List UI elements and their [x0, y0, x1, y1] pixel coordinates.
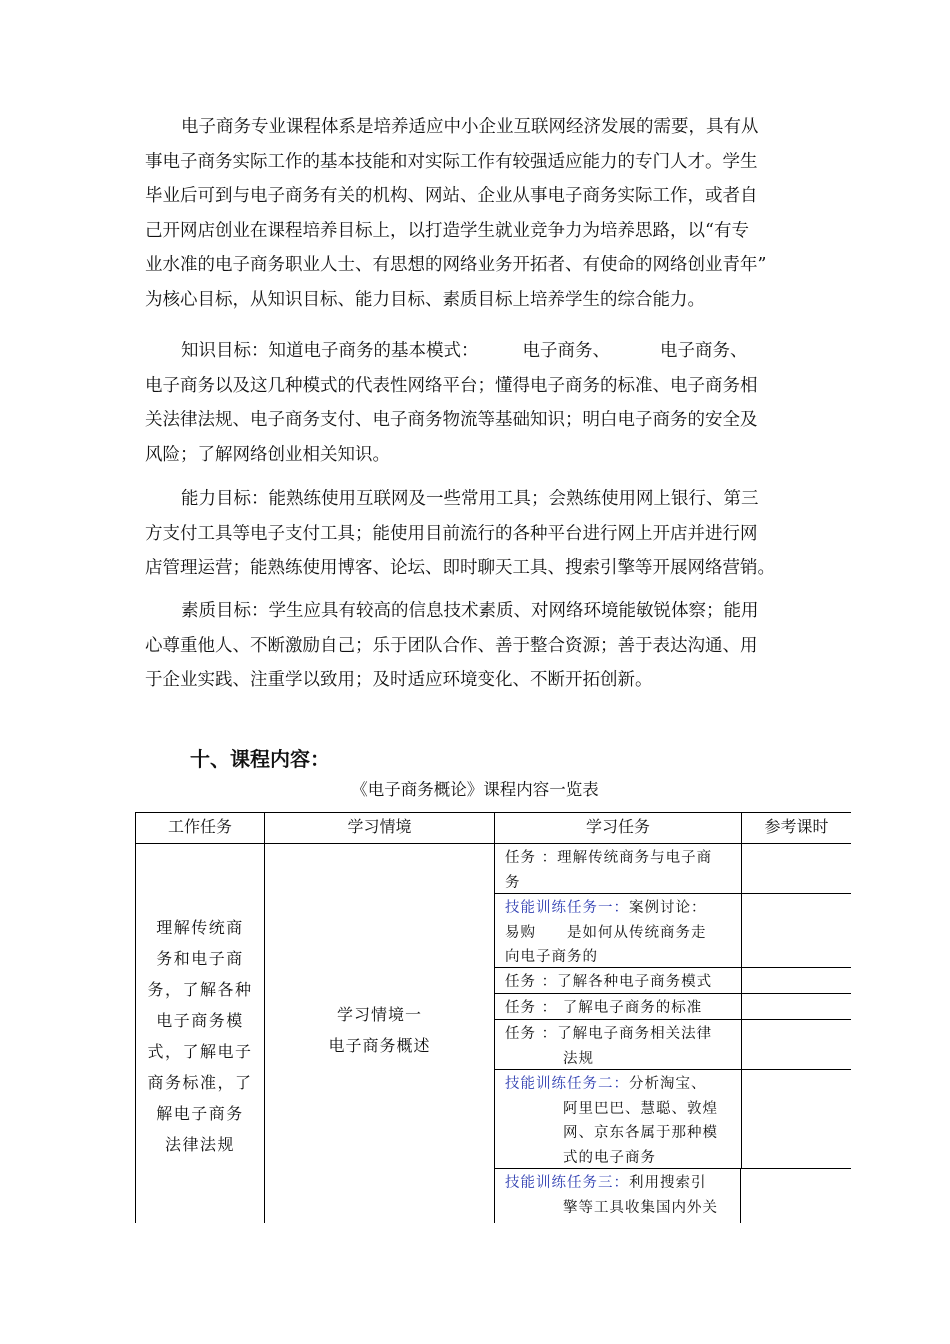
- hours-cell: [741, 843, 851, 893]
- text-fragment: 分析淘宝、: [629, 1076, 707, 1092]
- text-line: 电子商务以及这几种模式的代表性网络平台；懂得电子商务的标准、电子商务相: [145, 375, 758, 396]
- text-line: 关法律法规、电子商务支付、电子商务物流等基础知识；明白电子商务的安全及: [145, 410, 758, 430]
- text-line: 任务 ： 了解电子商务的标准: [505, 1000, 703, 1016]
- task-row: [494, 893, 741, 967]
- task-row: [494, 1168, 741, 1223]
- text-line: 务和电子商: [156, 949, 244, 968]
- header-learning-task: 学习任务: [494, 812, 741, 843]
- text-line: 任务 ：了解电子商务相关法律: [505, 1026, 713, 1042]
- intro-paragraph: [145, 110, 807, 317]
- text-line: 任务 ：了解各种电子商务模式: [505, 974, 713, 990]
- text-line: 商务标准，了: [147, 1073, 253, 1092]
- text-line: [505, 896, 733, 921]
- text-line: [505, 1171, 732, 1196]
- text-line: 务，了解各种: [147, 980, 253, 999]
- task-row: [494, 1069, 741, 1168]
- header-work-task: 工作任务: [135, 812, 264, 843]
- task-row: [494, 1019, 741, 1069]
- skill-task-label: 技能训练任务一：: [505, 900, 629, 916]
- skill-task-label: 技能训练任务三：: [505, 1175, 629, 1191]
- work-task-cell: [135, 843, 264, 1223]
- hours-cell: [741, 893, 851, 967]
- text-line: 素质目标：学生应具有较高的信息技术素质、对网络环境能敏锐体察；能用: [181, 601, 759, 621]
- knowledge-goal-paragraph: [145, 334, 807, 472]
- task-row: [494, 843, 741, 893]
- text-line: 法律法规: [164, 1135, 235, 1154]
- text-line: 毕业后可到与电子商务有关的机构、网站、企业从事电子商务实际工作，或者自: [145, 186, 758, 206]
- text-line: 网、京东各属于那种模: [563, 1125, 718, 1141]
- hours-cell: [741, 993, 851, 1019]
- text-line: 向电子商务的: [505, 949, 598, 965]
- situation-cell: [264, 843, 494, 1223]
- text-fragment: 知识目标：知道电子商务的基本模式：: [181, 341, 479, 361]
- text-line: 擎等工具收集国内外关: [563, 1199, 718, 1216]
- text-line: 为核心目标，从知识目标、能力目标、素质目标上培养学生的综合能力。: [145, 289, 705, 310]
- header-learning-situation: 学习情境: [264, 812, 494, 843]
- text-line: 己开网店创业在课程培养目标上，以打造学生就业竞争力为培养思路，以“有专: [145, 220, 749, 241]
- text-line: 事电子商务实际工作的基本技能和对实际工作有较强适应能力的专门人才。学生: [145, 151, 758, 172]
- section-heading: 十、课程内容：: [190, 747, 330, 771]
- hours-cell: [741, 1069, 851, 1168]
- text-line: 解电子商务: [156, 1104, 244, 1123]
- hours-cell: [741, 1168, 851, 1223]
- text-line: 易购 是如何从传统商务走: [505, 924, 707, 941]
- task-row: [494, 967, 741, 993]
- text-line: [505, 1072, 733, 1097]
- text-fragment: 电子商务、: [660, 341, 748, 361]
- text-line: 于企业实践、注重学以致用；及时适应环境变化、不断开拓创新。: [145, 670, 653, 690]
- text-fragment: 电子商务、: [522, 341, 610, 361]
- text-line: 心尊重他人、不断激励自己；乐于团队合作、善于整合资源；善于表达沟通、用: [145, 635, 758, 656]
- text-line: 式，了解电子: [147, 1042, 253, 1061]
- header-reference-hours: 参考课时: [741, 812, 851, 843]
- text-line: 电子商务模: [156, 1011, 244, 1030]
- text-line: 电子商务专业课程体系是培养适应中小企业互联网经济发展的需要，具有从: [181, 117, 759, 137]
- quality-goal-paragraph: [145, 594, 807, 698]
- text-line: 方支付工具等电子支付工具；能使用目前流行的各种平台进行网上开店并进行网: [145, 523, 758, 544]
- text-fragment: 利用搜索引: [629, 1175, 707, 1191]
- text-line: 务: [505, 874, 521, 891]
- hours-cell: [741, 967, 851, 993]
- work-task-text: [136, 844, 264, 1160]
- table-caption: 《电子商务概论》课程内容一览表: [351, 780, 599, 799]
- skill-task-label: 技能训练任务二：: [505, 1076, 629, 1092]
- text-line: 式的电子商务: [563, 1149, 656, 1166]
- text-line: 法规: [563, 1050, 594, 1067]
- text-line: 任务 ：理解传统商务与电子商: [505, 850, 713, 866]
- text-line: 学习情境一: [336, 1005, 422, 1024]
- text-line: 业水准的电子商务职业人士、有思想的网络业务开拓者、有使命的网络创业青年”: [145, 255, 767, 275]
- hours-cell: [741, 1019, 851, 1069]
- ability-goal-paragraph: [145, 482, 807, 586]
- text-line: 风险；了解网络创业相关知识。: [145, 444, 390, 465]
- text-line: 店管理运营；能熟练使用博客、论坛、即时聊天工具、搜索引擎等开展网络营销。: [145, 558, 775, 578]
- text-line: [145, 334, 807, 369]
- text-fragment: 案例讨论：: [629, 900, 707, 916]
- situation-text: [265, 844, 494, 1061]
- text-line: 能力目标：能熟练使用互联网及一些常用工具；会熟练使用网上银行、第三: [181, 489, 759, 509]
- text-line: 理解传统商: [156, 918, 244, 937]
- task-row: [494, 993, 741, 1019]
- text-line: 电子商务概述: [328, 1036, 431, 1055]
- text-line: 阿里巴巴、慧聪、敦煌: [563, 1100, 718, 1117]
